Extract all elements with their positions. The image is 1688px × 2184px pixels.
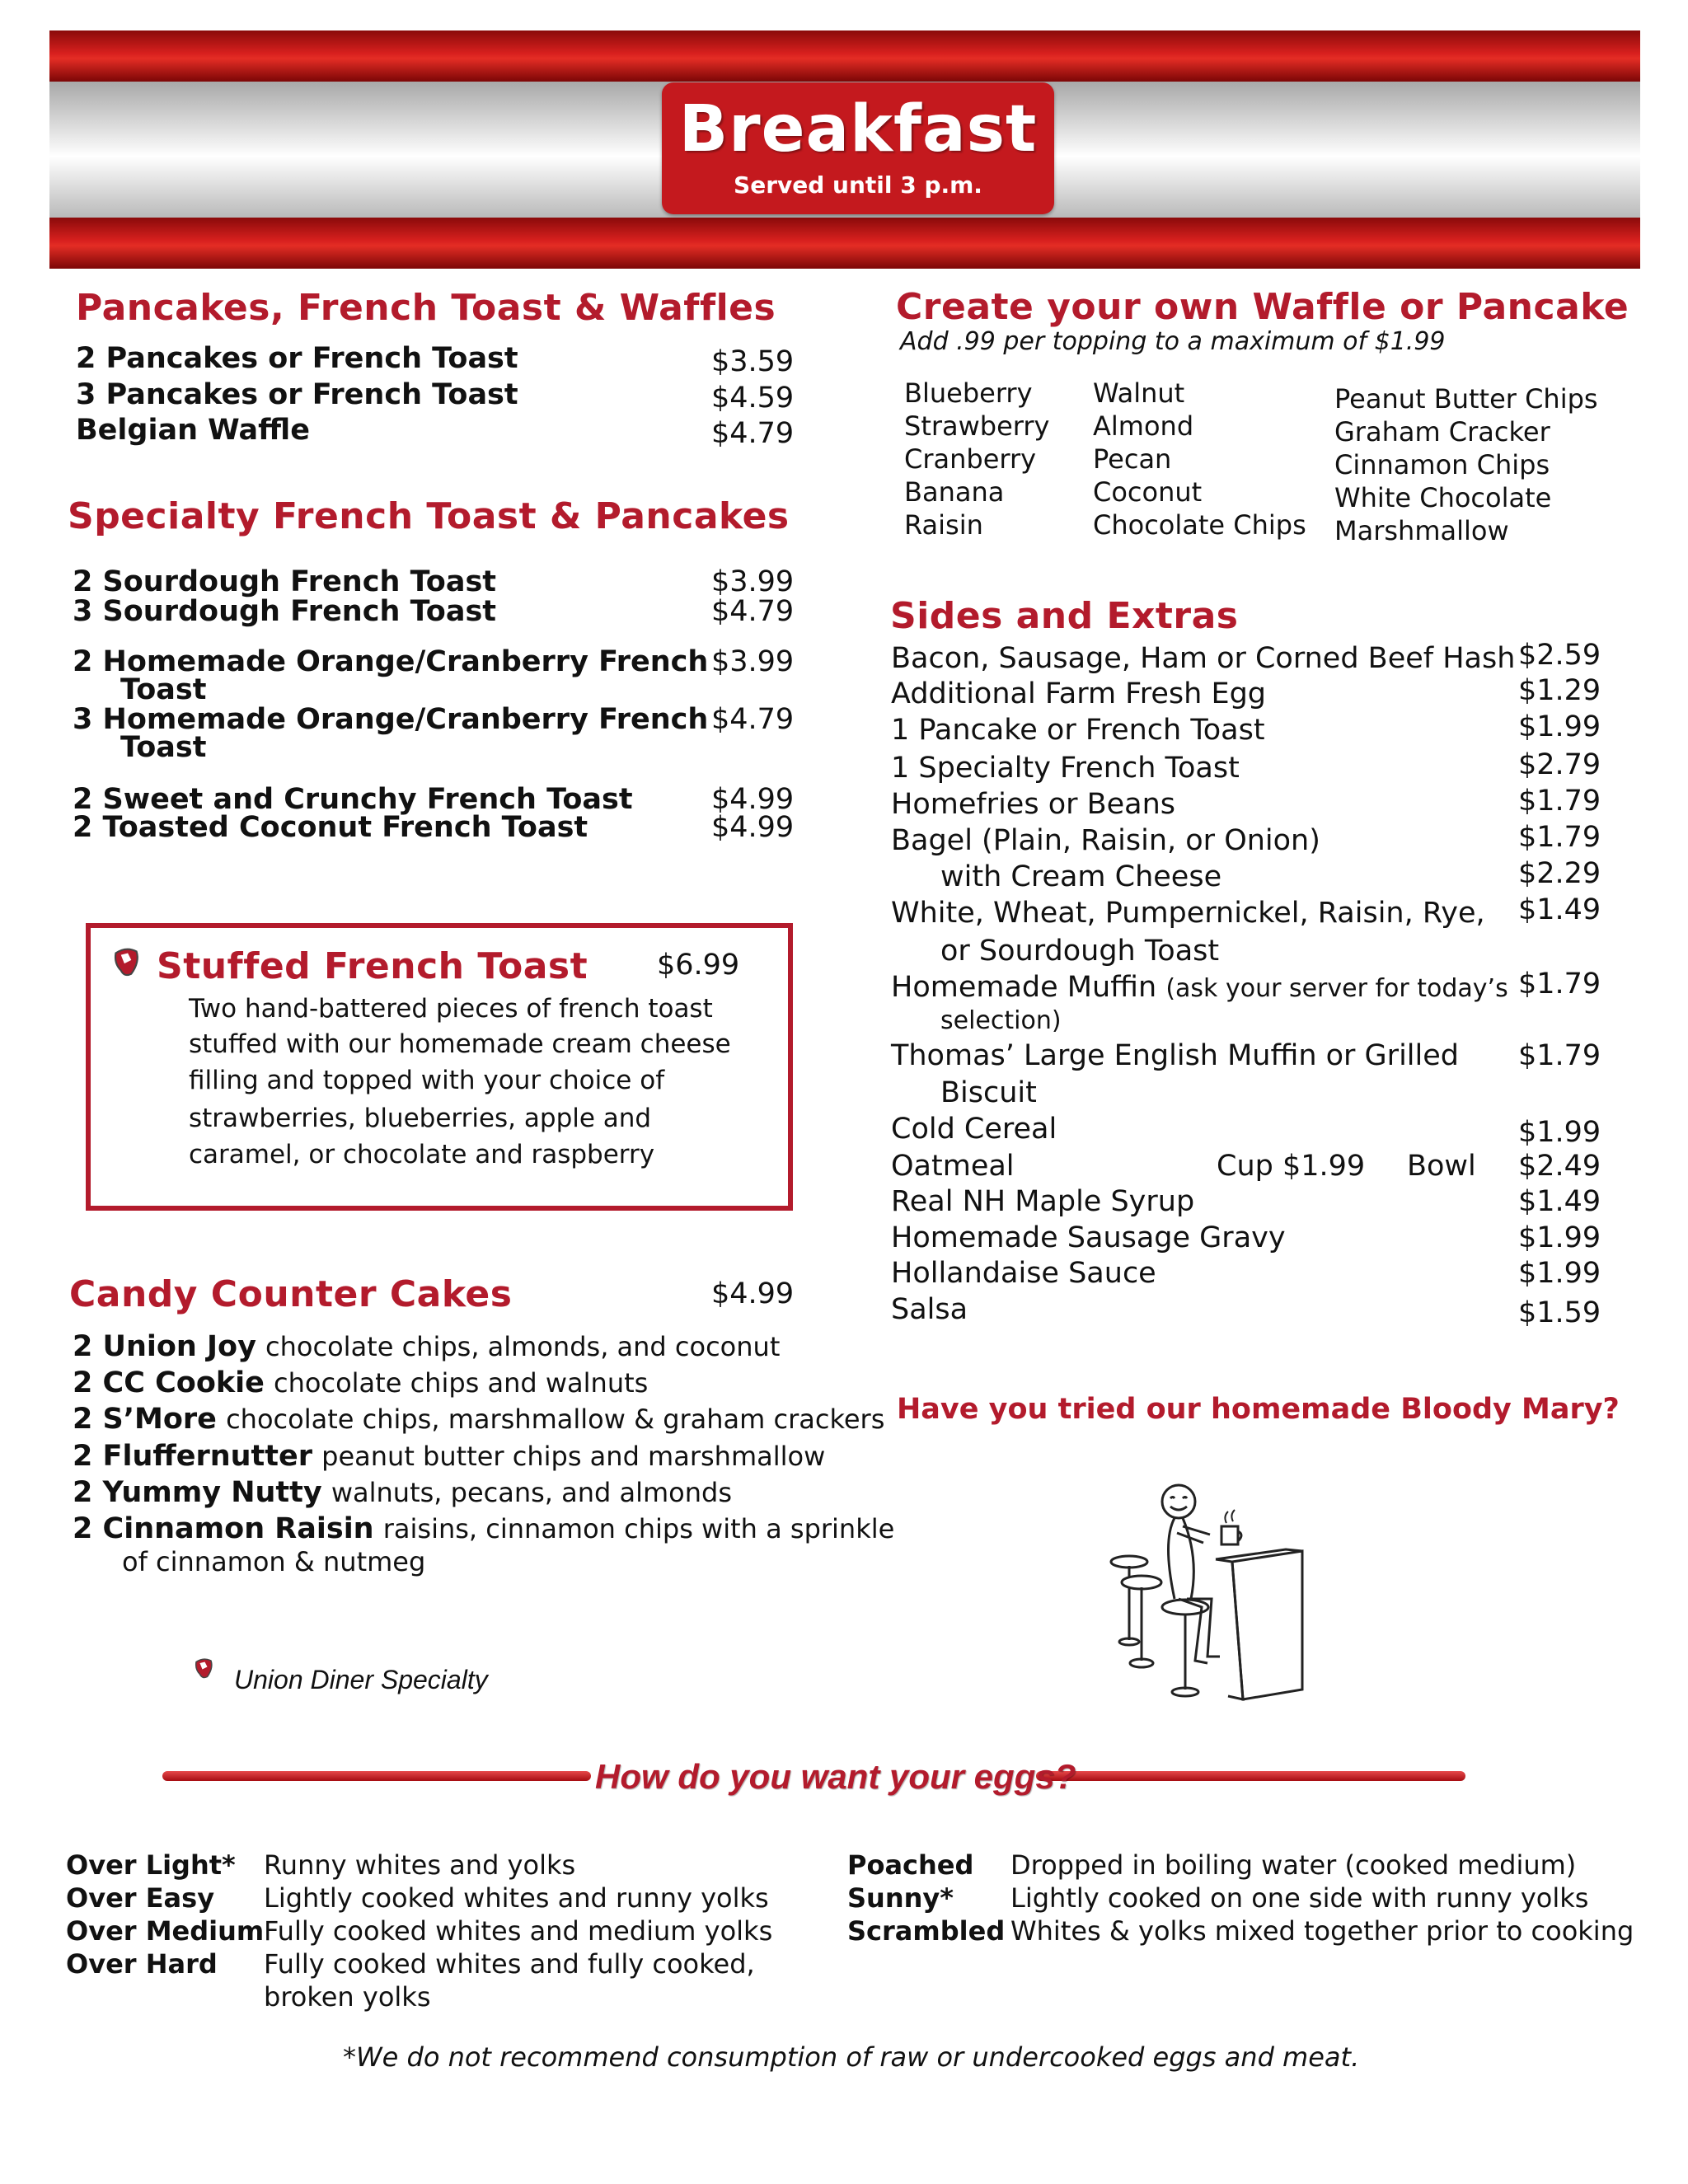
topping: Strawberry xyxy=(904,410,1050,442)
divider-right-bar xyxy=(1036,1771,1465,1781)
candy-item-desc: peanut butter chips and marshmallow xyxy=(321,1441,826,1472)
side-item: Homemade Sausage Gravy xyxy=(891,1221,1286,1254)
candy-item-desc: walnuts, pecans, and almonds xyxy=(331,1477,733,1508)
egg-term: Over Medium xyxy=(66,1915,265,1947)
topping: Cinnamon Chips xyxy=(1334,449,1550,480)
candy-item-desc: chocolate chips, marshmallow & graham crackers xyxy=(226,1404,885,1435)
candy-item xyxy=(73,1366,649,1399)
topping: Peanut Butter Chips xyxy=(1334,383,1598,415)
side-item: Hollandaise Sauce xyxy=(891,1257,1156,1290)
side-price: $2.59 xyxy=(1518,639,1601,672)
candy-item-name: 2 Cinnamon Raisin xyxy=(73,1512,374,1545)
candy-item xyxy=(73,1476,733,1509)
side-price: $1.79 xyxy=(1518,968,1601,1001)
side-item: 1 Pancake or French Toast xyxy=(891,714,1265,747)
stuffed-price: $6.99 xyxy=(657,949,740,982)
menu-item-continued: Toast xyxy=(120,731,207,764)
menu-item-continued: Toast xyxy=(120,673,207,706)
stuffed-desc-line: filling and topped with your choice of xyxy=(189,1066,665,1095)
banner-bottom-stripe xyxy=(49,218,1640,269)
create-title: Create your own Waffle or Pancake xyxy=(896,286,1629,328)
menu-item: 3 Pancakes or French Toast xyxy=(76,378,518,411)
side-item-name: Homemade Muffin xyxy=(891,971,1157,1004)
menu-price: $4.59 xyxy=(711,382,795,415)
title-box xyxy=(662,82,1054,214)
menu-item: 2 Toasted Coconut French Toast xyxy=(73,811,588,844)
page-title: Breakfast xyxy=(678,92,1038,166)
side-item-note: (ask your server for today’s xyxy=(1165,974,1508,1003)
stuffed-desc-line: stuffed with our homemade cream cheese xyxy=(189,1029,731,1059)
egg-def: Dropped in boiling water (cooked medium) xyxy=(1010,1849,1577,1881)
oatmeal-bowl: Bowl xyxy=(1407,1150,1476,1183)
specialty-logo-icon xyxy=(109,944,143,979)
side-item: with Cream Cheese xyxy=(940,860,1222,893)
stuffed-desc-line: caramel, or chocolate and raspberry xyxy=(189,1140,655,1169)
side-item: 1 Specialty French Toast xyxy=(891,752,1240,785)
side-item-continued: Biscuit xyxy=(940,1076,1037,1109)
side-price: $1.79 xyxy=(1518,1039,1601,1072)
side-price: $1.99 xyxy=(1518,710,1601,743)
egg-term: Poached xyxy=(847,1849,974,1881)
side-item: Cold Cereal xyxy=(891,1113,1057,1146)
topping: Coconut xyxy=(1093,476,1203,508)
candy-item xyxy=(73,1405,884,1434)
side-price: $1.99 xyxy=(1518,1221,1601,1254)
specialty-title: Specialty French Toast & Pancakes xyxy=(68,495,790,537)
side-item: Thomas’ Large English Muffin or Grilled xyxy=(891,1039,1459,1072)
egg-term: Over Light* xyxy=(66,1849,236,1881)
menu-item: 2 Sweet and Crunchy French Toast xyxy=(73,783,633,816)
menu-item: 3 Homemade Orange/Cranberry French xyxy=(73,703,709,736)
menu-item: 2 Sourdough French Toast xyxy=(73,565,497,598)
page-subtitle: Served until 3 p.m. xyxy=(734,171,982,199)
egg-def: Fully cooked whites and fully cooked, xyxy=(264,1948,755,1980)
side-price: $1.79 xyxy=(1518,785,1601,818)
candy-item-name: 2 Union Joy xyxy=(73,1330,256,1363)
create-note: Add .99 per topping to a maximum of $1.99 xyxy=(900,327,1446,356)
stuffed-title: Stuffed French Toast xyxy=(157,945,588,987)
side-price: $2.49 xyxy=(1518,1150,1601,1183)
egg-term: Scrambled xyxy=(847,1915,1006,1947)
candy-item xyxy=(73,1512,895,1545)
stuffed-desc-line: Two hand-battered pieces of french toast xyxy=(189,994,713,1024)
legend-logo-icon xyxy=(191,1653,216,1683)
sides-title: Sides and Extras xyxy=(890,595,1239,637)
candy-item-name: 2 Fluffernutter xyxy=(73,1440,313,1473)
side-price: $1.29 xyxy=(1518,674,1601,707)
pancakes-title: Pancakes, French Toast & Waffles xyxy=(76,287,776,329)
side-item: Bacon, Sausage, Ham or Corned Beef Hash xyxy=(891,642,1516,675)
egg-def: Fully cooked whites and medium yolks xyxy=(264,1915,773,1947)
side-item: Real NH Maple Syrup xyxy=(891,1185,1195,1218)
diner-counter-illustration xyxy=(1104,1483,1311,1706)
side-price: $2.29 xyxy=(1518,857,1601,890)
menu-price: $3.99 xyxy=(711,645,795,678)
candy-item-desc: raisins, cinnamon chips with a sprinkle xyxy=(382,1513,895,1544)
candy-price: $4.99 xyxy=(711,1277,795,1310)
side-price: $1.59 xyxy=(1518,1296,1601,1329)
legend-label: Union Diner Specialty xyxy=(234,1665,488,1694)
header-banner xyxy=(49,30,1640,269)
menu-item: 3 Sourdough French Toast xyxy=(73,595,497,628)
menu-price: $4.99 xyxy=(711,783,795,816)
side-price: $2.79 xyxy=(1518,748,1601,781)
menu-price: $3.99 xyxy=(711,565,795,598)
side-price: $1.99 xyxy=(1518,1257,1601,1290)
topping: Almond xyxy=(1093,410,1194,442)
egg-term: Sunny* xyxy=(847,1882,954,1914)
stuffed-desc-line: strawberries, blueberries, apple and xyxy=(189,1104,652,1133)
side-item: Bagel (Plain, Raisin, or Onion) xyxy=(891,824,1320,857)
menu-price: $4.79 xyxy=(711,595,795,628)
menu-price: $4.79 xyxy=(711,417,795,450)
egg-term: Over Easy xyxy=(66,1882,215,1914)
candy-item-continued: of cinnamon & nutmeg xyxy=(122,1546,426,1577)
side-price: $1.49 xyxy=(1518,893,1601,926)
side-item: Homefries or Beans xyxy=(891,788,1176,821)
topping: White Chocolate xyxy=(1334,482,1552,513)
topping: Raisin xyxy=(904,509,983,541)
candy-item-desc: chocolate chips and walnuts xyxy=(274,1367,649,1399)
menu-price: $4.99 xyxy=(711,811,795,844)
topping: Walnut xyxy=(1093,377,1185,409)
divider-left-bar xyxy=(162,1771,591,1781)
menu-item: Belgian Waffle xyxy=(76,414,310,447)
banner-top-stripe xyxy=(49,30,1640,82)
egg-def: Lightly cooked on one side with runny yolks xyxy=(1010,1882,1589,1914)
candy-item-name: 2 Yummy Nutty xyxy=(73,1476,322,1509)
side-item-continued: or Sourdough Toast xyxy=(940,935,1220,968)
side-item-continued: selection) xyxy=(940,1006,1062,1035)
topping: Cranberry xyxy=(904,443,1037,475)
topping: Chocolate Chips xyxy=(1093,509,1306,541)
side-price: $1.99 xyxy=(1518,1116,1601,1149)
candy-item-desc: chocolate chips, almonds, and coconut xyxy=(265,1331,781,1362)
topping: Marshmallow xyxy=(1334,515,1509,546)
candy-title: Candy Counter Cakes xyxy=(69,1273,513,1315)
topping: Banana xyxy=(904,476,1005,508)
candy-item-name: 2 CC Cookie xyxy=(73,1366,265,1399)
oatmeal-cup: Cup $1.99 xyxy=(1217,1150,1366,1183)
menu-price: $3.59 xyxy=(711,345,795,378)
side-item: White, Wheat, Pumpernickel, Raisin, Rye, xyxy=(891,897,1485,930)
candy-item xyxy=(73,1330,781,1363)
bloody-mary-promo: Have you tried our homemade Bloody Mary? xyxy=(897,1393,1620,1426)
side-price: $1.79 xyxy=(1518,821,1601,854)
candy-item-name: 2 S’More xyxy=(73,1403,217,1436)
disclaimer: *We do not recommend consumption of raw or undercooked eggs and meat. xyxy=(343,2041,1360,2073)
side-item: Oatmeal xyxy=(891,1150,1015,1183)
side-item xyxy=(891,973,1508,1002)
eggs-heading: How do you want your eggs? xyxy=(595,1757,1076,1796)
egg-term: Over Hard xyxy=(66,1948,218,1980)
menu-item: 2 Pancakes or French Toast xyxy=(76,342,518,375)
egg-def: Whites & yolks mixed together prior to cooking xyxy=(1010,1915,1634,1947)
side-item: Salsa xyxy=(891,1293,968,1326)
menu-item: 2 Homemade Orange/Cranberry French xyxy=(73,645,709,678)
egg-def: Lightly cooked whites and runny yolks xyxy=(264,1882,769,1914)
side-price: $1.49 xyxy=(1518,1185,1601,1218)
topping: Blueberry xyxy=(904,377,1033,409)
topping: Pecan xyxy=(1093,443,1172,475)
candy-item xyxy=(73,1442,825,1471)
menu-price: $4.79 xyxy=(711,703,795,736)
topping: Graham Cracker xyxy=(1334,416,1550,448)
side-item: Additional Farm Fresh Egg xyxy=(891,677,1267,710)
egg-def: Runny whites and yolks xyxy=(264,1849,576,1881)
egg-def-continued: broken yolks xyxy=(264,1981,431,2013)
